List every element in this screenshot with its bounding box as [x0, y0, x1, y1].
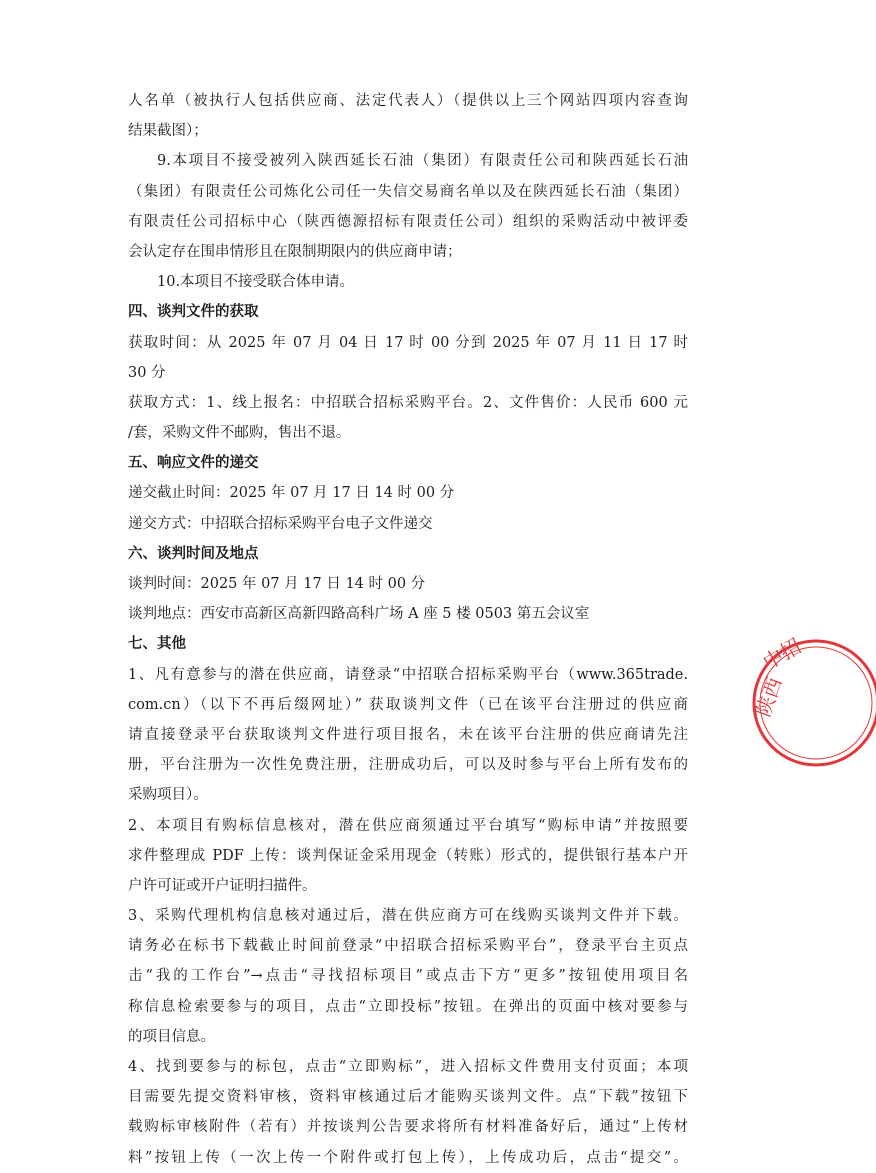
section-heading: 六、谈判时间及地点 [128, 545, 259, 562]
text-line: 人名单（被执行人包括供应商、法定代表人）（提供以上三个网站四项内容查询 [128, 93, 688, 109]
text-line: 户许可证或开户证明扫描件。 [128, 877, 317, 894]
text-line: 会认定存在围串情形且在限制期限内的供应商申请； [128, 243, 462, 260]
svg-text:陕西: 陕西 [750, 673, 787, 720]
text-line: （集团）有限责任公司炼化公司任一失信交易商名单以及在陕西延长石油（集团） [128, 183, 688, 200]
text-line: 击“我的工作台”→点击“寻找招标项目”或点击下方“更多”按钮使用项目名 [128, 968, 688, 985]
text-line: 2、本项目有购标信息核对，潜在供应商须通过平台填写“购标申请”并按照要 [128, 817, 688, 834]
text-line: 30 分 [128, 364, 166, 381]
text-line: 结果截图）； [128, 123, 208, 140]
text-line: 求件整理成 PDF 上传：谈判保证金采用现金（转账）形式的，提供银行基本户开 [128, 847, 688, 864]
text-line: 4、找到要参与的标包，点击“立即购标”，进入招标文件费用支付页面；本项 [128, 1059, 688, 1075]
text-line: 1、凡有意参与的潜在供应商，请登录“中招联合招标采购平台（www.365trade. [128, 666, 688, 683]
section-heading: 四、谈判文件的获取 [128, 304, 259, 321]
svg-text:中招: 中招 [758, 633, 806, 675]
text-line: 3、采购代理机构信息核对通过后，潜在供应商方可在线购买谈判文件并下载。 [128, 908, 688, 925]
text-line: 递交截止时间：2025 年 07 月 17 日 14 时 00 分 [128, 485, 455, 502]
text-line: 请务必在标书下载截止时间前登录“中招联合招标采购平台”，登录平台主页点 [128, 938, 688, 955]
text-line: 9.本项目不接受被列入陕西延长石油（集团）有限责任公司和陕西延长石油 [157, 153, 688, 170]
document-body [128, 86, 688, 1173]
text-line: 有限责任公司招标中心（陕西德源招标有限责任公司）组织的采购活动中被评委 [128, 213, 688, 230]
text-line: 获取时间：从 2025 年 07 月 04 日 17 时 00 分到 2025 年 07 月 11 日 17 时 [128, 334, 688, 351]
seal-stamp-icon [746, 628, 876, 778]
section-heading: 五、响应文件的递交 [128, 455, 259, 472]
text-line: 目需要先提交资料审核，资料审核通过后才能购买谈判文件。点“下载”按钮下 [128, 1089, 688, 1106]
text-line: 递交方式：中招联合招标采购平台电子文件递交 [128, 515, 433, 532]
text-line: 料”按钮上传（一次上传一个附件或打包上传），上传成功后，点击“提交”。 [128, 1149, 688, 1166]
text-line: 谈判时间：2025 年 07 月 17 日 14 时 00 分 [128, 576, 426, 592]
text-line: 请直接登录平台获取谈判文件进行项目报名，未在该平台注册的供应商请先注 [128, 726, 688, 743]
text-line: 获取方式：1、线上报名：中招联合招标采购平台。2、文件售价：人民币 600 元 [128, 394, 688, 411]
text-line: 册，平台注册为一次性免费注册，注册成功后，可以及时参与平台上所有发布的 [128, 757, 688, 774]
section-heading: 七、其他 [128, 636, 186, 653]
text-line: com.cn）（以下不再后缀网址）” 获取谈判文件（已在该平台注册过的供应商 [128, 696, 688, 713]
text-line: 10.本项目不接受联合体申请。 [157, 274, 355, 291]
text-line: 载购标审核附件（若有）并按谈判公告要求将所有材料准备好后，通过“上传材 [128, 1119, 688, 1136]
text-line: 称信息检索要参与的项目，点击“立即投标”按钮。在弹出的页面中核对要参与 [128, 998, 688, 1015]
text-line: 采购项目）。 [128, 787, 208, 804]
text-line: 的项目信息。 [128, 1028, 215, 1045]
text-line: 谈判地点：西安市高新区高新四路高科广场 A 座 5 楼 0503 第五会议室 [128, 606, 590, 623]
text-line: /套，采购文件不邮购，售出不退。 [128, 425, 351, 442]
